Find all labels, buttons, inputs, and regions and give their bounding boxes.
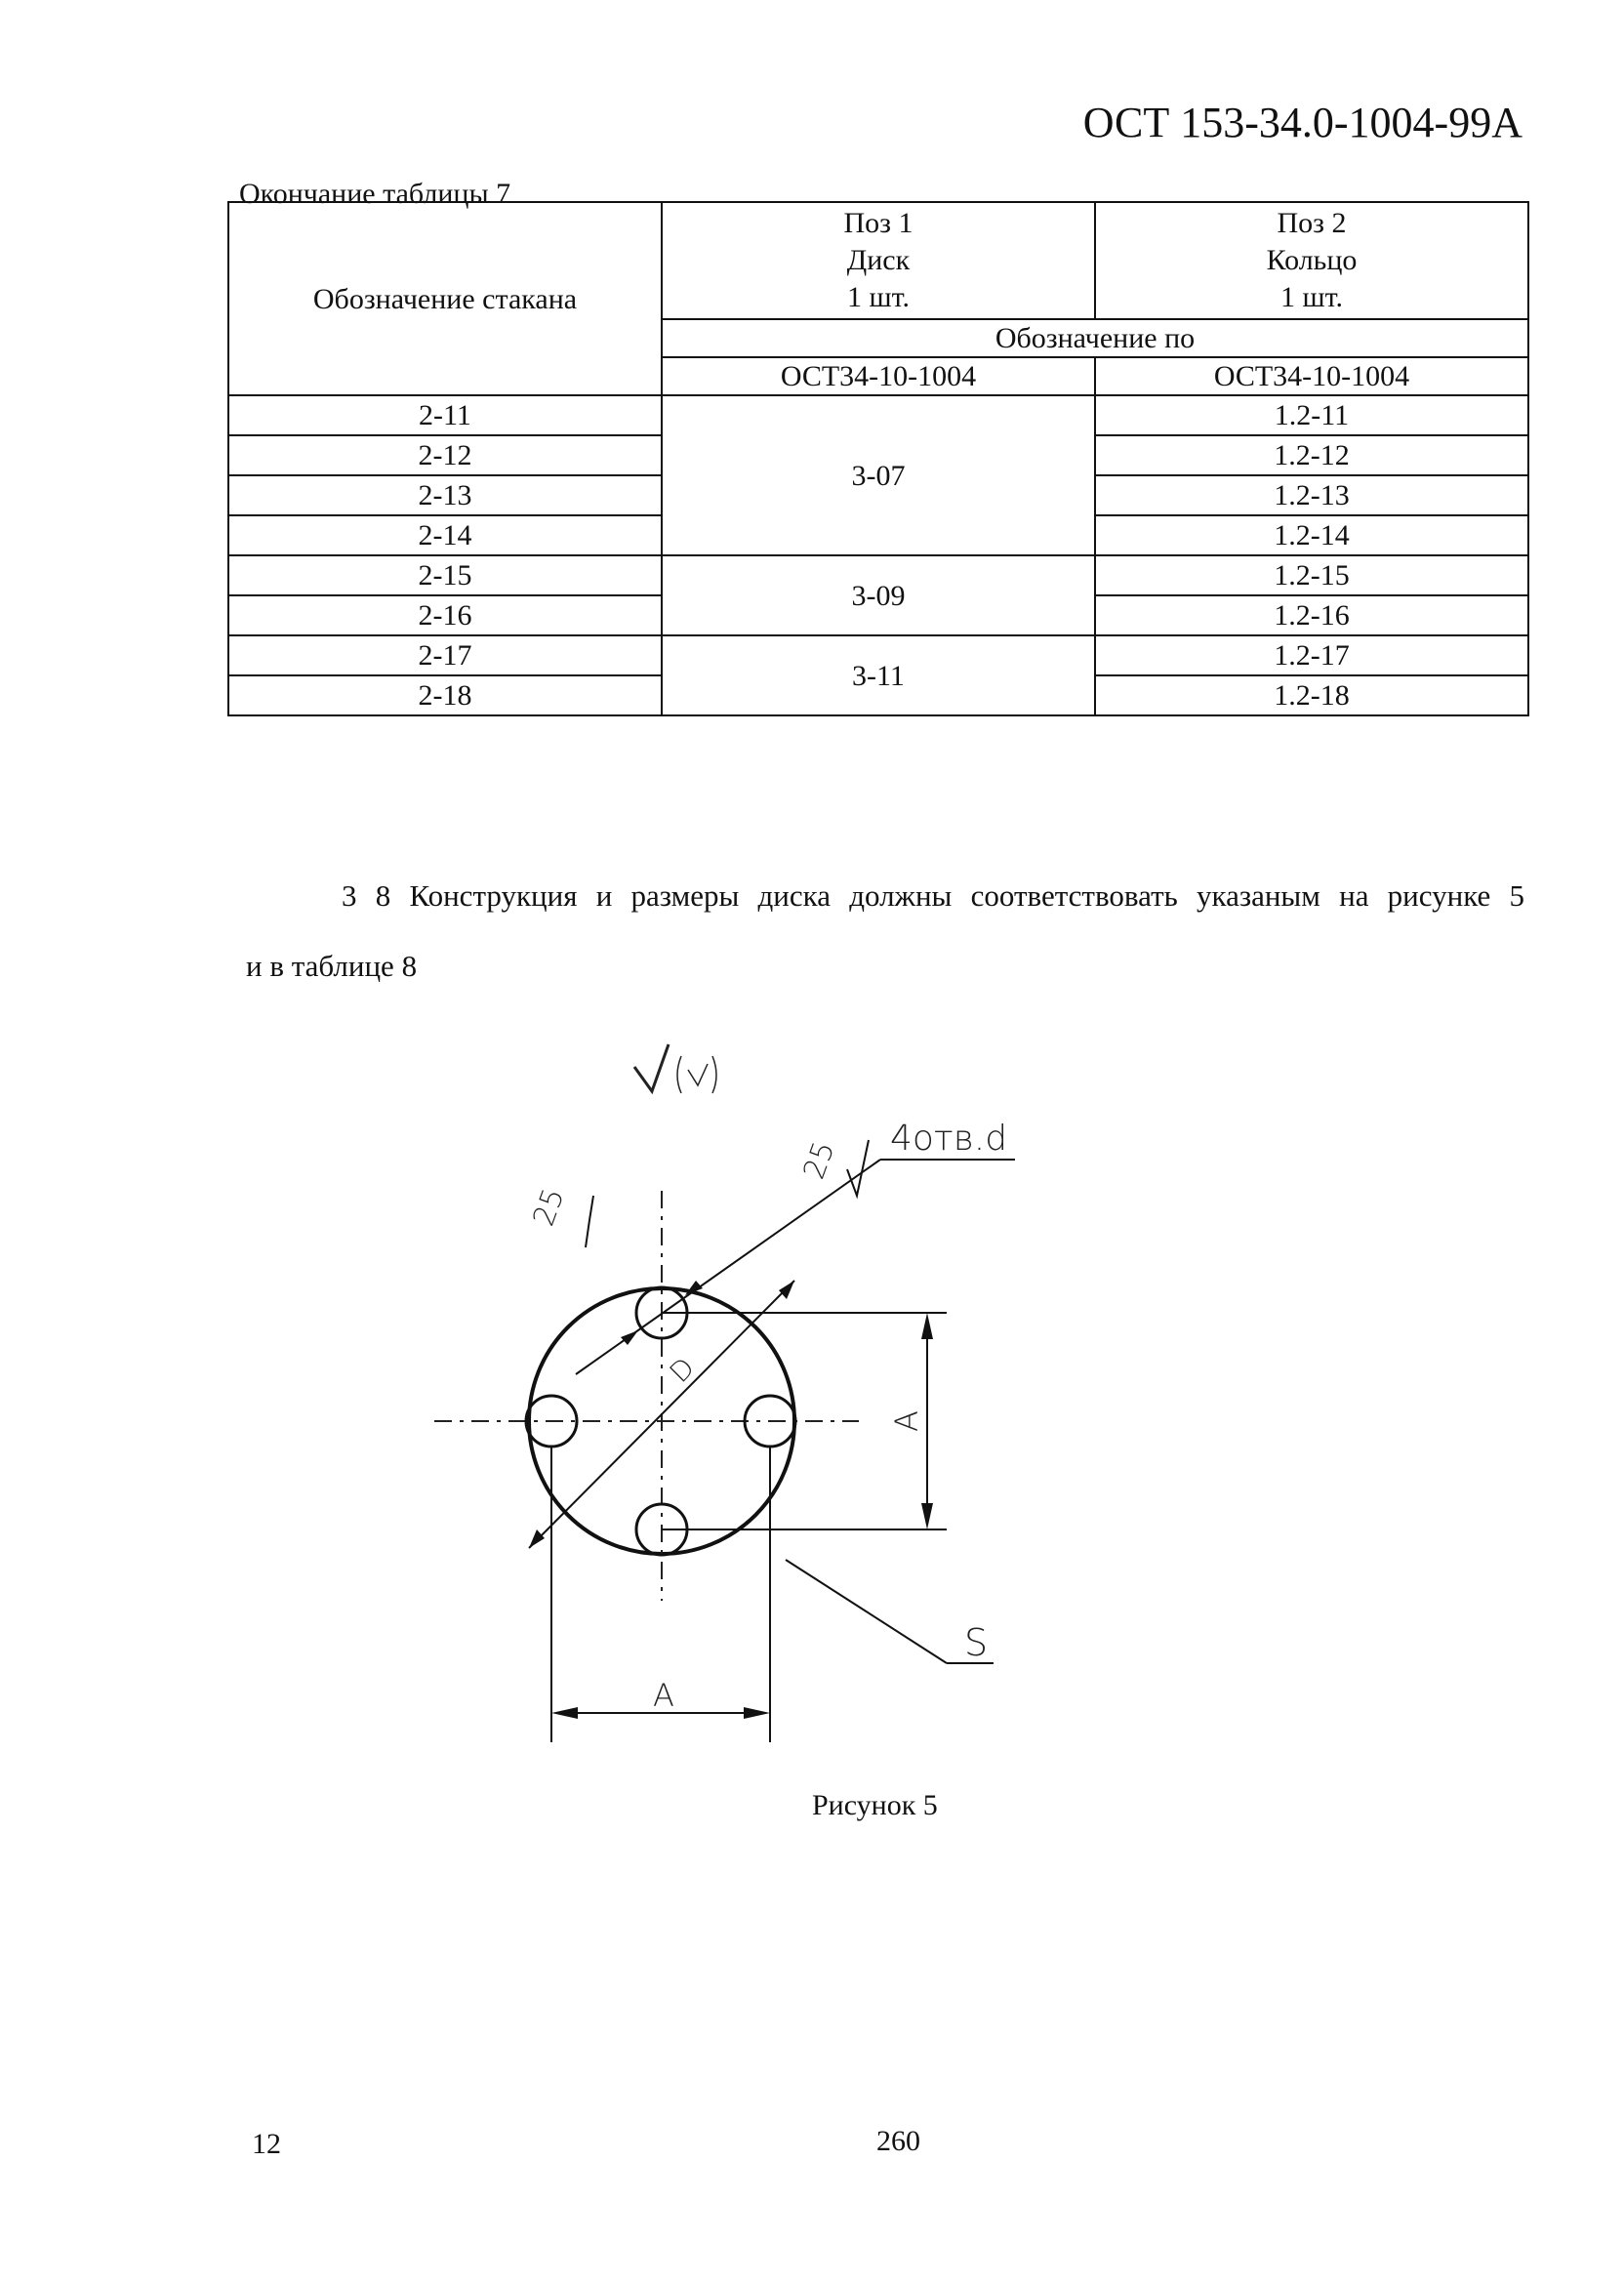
diameter-arrow-icon <box>779 1281 794 1299</box>
holes-label: 4отв.d <box>890 1119 1008 1159</box>
glass-cell: 2-12 <box>228 435 662 475</box>
disk-cell: 3-09 <box>662 555 1095 635</box>
page-number-center: 260 <box>876 2125 920 2157</box>
glass-cell: 2-18 <box>228 675 662 715</box>
col-ring-name: Кольцо <box>1266 244 1358 276</box>
body-paragraph <box>246 861 1524 1001</box>
disk-cell: 3-11 <box>662 635 1095 715</box>
col-glass-header: Обозначение стакана <box>228 202 662 395</box>
hole-leader-line <box>576 1160 880 1374</box>
col-disk-header <box>662 202 1095 319</box>
hole-arrow-icon <box>621 1330 638 1345</box>
ring-cell: 1.2-16 <box>1095 595 1528 635</box>
glass-cell: 2-11 <box>228 395 662 435</box>
roughness-value-top: 25 <box>796 1136 842 1184</box>
glass-cell: 2-14 <box>228 515 662 555</box>
glass-cell: 2-15 <box>228 555 662 595</box>
designation-header: Обозначение по <box>662 319 1528 357</box>
dim-vertical-label: A <box>888 1410 925 1432</box>
table-row <box>228 395 1528 435</box>
roughness-value-left: 25 <box>526 1183 572 1231</box>
ring-cell: 1.2-15 <box>1095 555 1528 595</box>
col-ring-qty: 1 шт. <box>1280 281 1343 313</box>
ring-cell: 1.2-14 <box>1095 515 1528 555</box>
ring-cell: 1.2-18 <box>1095 675 1528 715</box>
figure-caption: Рисунок 5 <box>812 1789 938 1821</box>
ring-standard: ОСТ34-10-1004 <box>1095 357 1528 395</box>
dim-horizontal-label: A <box>653 1677 674 1714</box>
thickness-leader-line <box>786 1560 947 1663</box>
page-number-left: 12 <box>252 2128 281 2160</box>
dim-arrow-icon <box>921 1313 933 1339</box>
col-disk-pos: Поз 1 <box>843 207 914 239</box>
disk-drawing <box>390 996 1074 1757</box>
dim-arrow-icon <box>921 1503 933 1529</box>
thickness-label: S <box>964 1621 989 1664</box>
ring-cell: 1.2-13 <box>1095 475 1528 515</box>
check-mark-icon <box>634 1044 716 1093</box>
col-disk-qty: 1 шт. <box>847 281 910 313</box>
col-ring-pos: Поз 2 <box>1277 207 1347 239</box>
dim-arrow-icon <box>551 1707 578 1719</box>
disk-standard: ОСТ34-10-1004 <box>662 357 1095 395</box>
data-table <box>227 201 1529 716</box>
glass-cell: 2-16 <box>228 595 662 635</box>
dim-arrow-icon <box>744 1707 770 1719</box>
paragraph-line-2: и в таблице 8 <box>246 949 418 983</box>
col-ring-header <box>1095 202 1528 319</box>
document-code: ОСТ 153-34.0-1004-99А <box>1082 99 1522 146</box>
glass-cell: 2-13 <box>228 475 662 515</box>
diameter-arrow-icon <box>529 1529 545 1548</box>
ring-cell: 1.2-17 <box>1095 635 1528 675</box>
paragraph-line-1: 3 8 Конструкция и размеры диска должны соответствовать указаным на рисунке 5 <box>342 878 1524 913</box>
diameter-label: D <box>663 1351 702 1389</box>
disk-cell: 3-07 <box>662 395 1095 555</box>
table-row <box>228 555 1528 595</box>
col-disk-name: Диск <box>846 244 911 276</box>
table-row <box>228 635 1528 675</box>
glass-cell: 2-17 <box>228 635 662 675</box>
ring-cell: 1.2-12 <box>1095 435 1528 475</box>
diameter-line <box>529 1281 794 1548</box>
table-caption: Окончание таблицы 7 <box>239 178 511 210</box>
ring-cell: 1.2-11 <box>1095 395 1528 435</box>
